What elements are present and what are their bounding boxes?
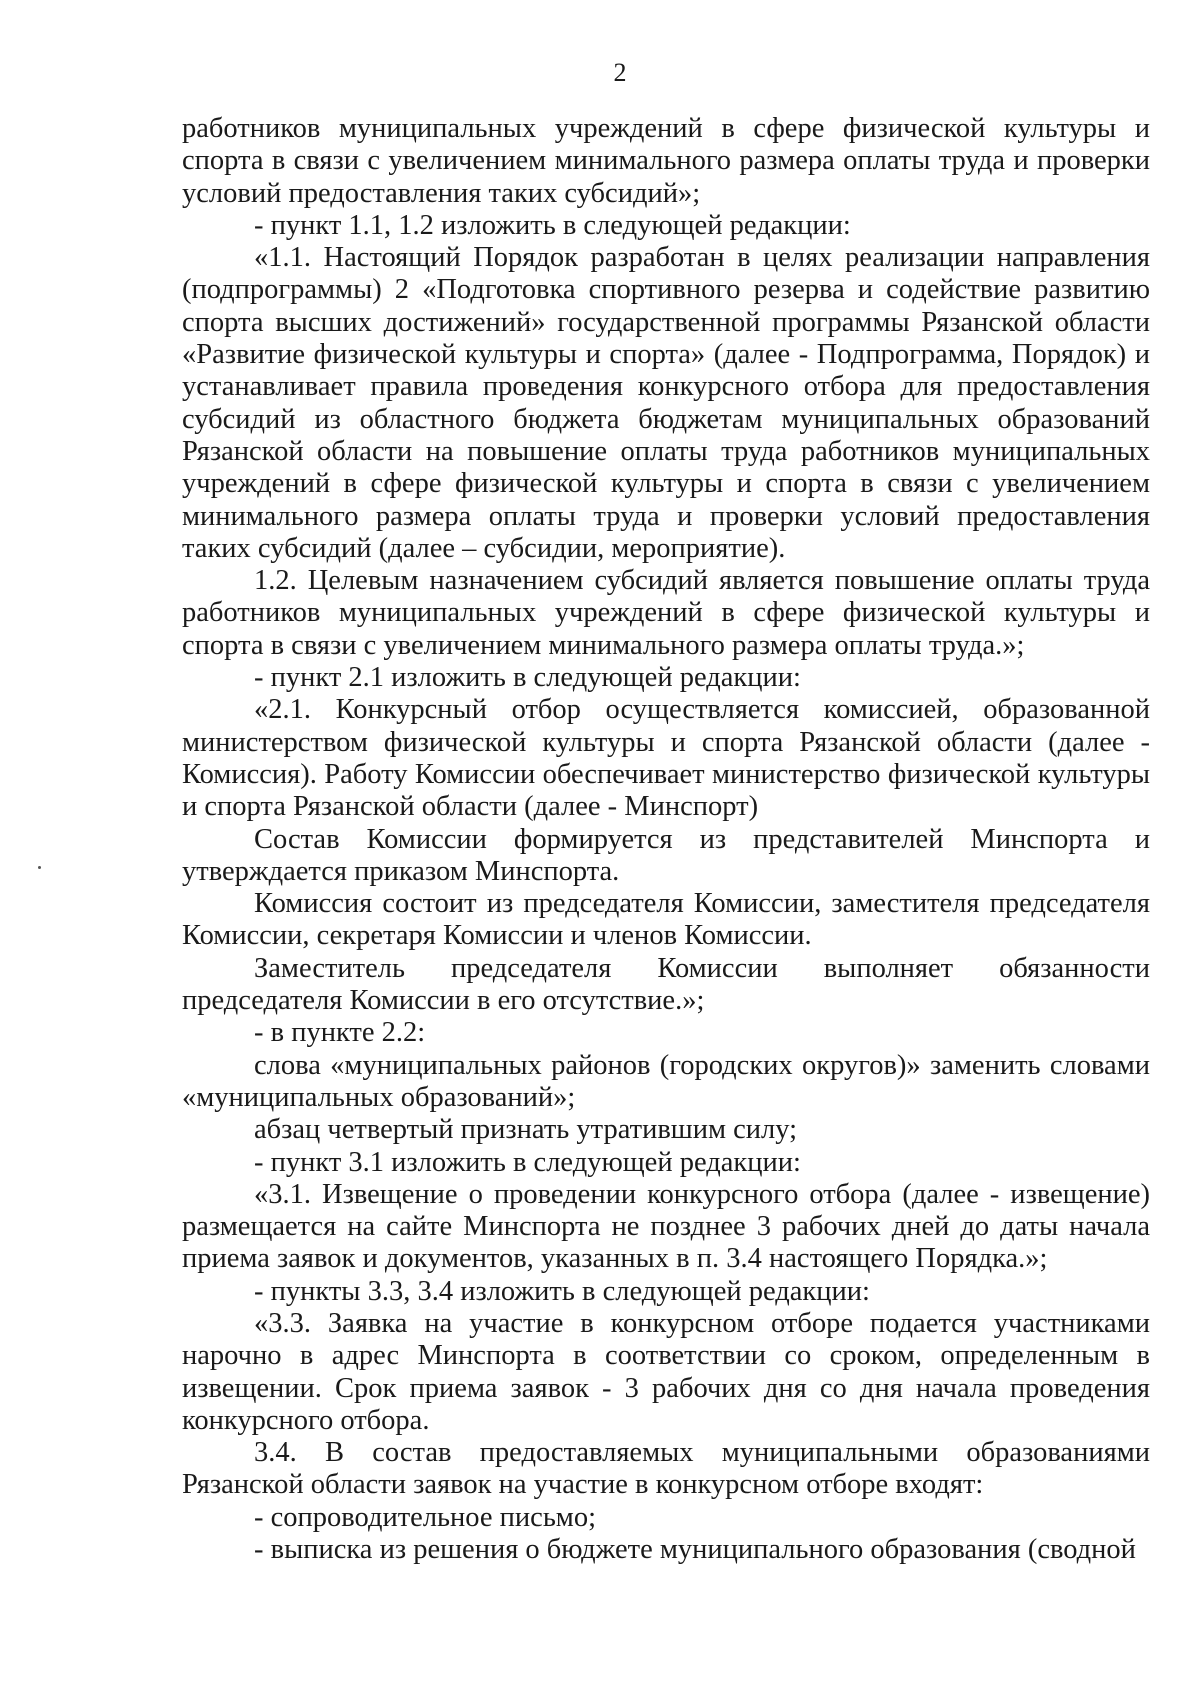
paragraph: - пункт 1.1, 1.2 изложить в следующей редакции: xyxy=(254,209,851,241)
paragraph: - выписка из решения о бюджете муниципального образования (сводной xyxy=(254,1534,1136,1566)
paragraph: 3.4. В состав предоставляемых муниципальными образованиями Рязанской области заявок на участие в конкурсном отборе входят: xyxy=(182,1437,1150,1501)
paragraph: абзац четвертый признать утратившим силу; xyxy=(254,1114,798,1146)
paragraph: - в пункте 2.2: xyxy=(254,1017,426,1049)
paragraph: - пункт 3.1 изложить в следующей редакции: xyxy=(254,1146,801,1178)
paragraph: «3.1. Извещение о проведении конкурсного отбора (далее - извещение) размещается на сайте Минспорта не позднее 3 рабочих дней до даты начала приема заявок и документов, указанных в п. 3.4 настоящего Порядка.»; xyxy=(182,1178,1150,1275)
paragraph: Состав Комиссии формируется из представителей Минспорта и утверждается приказом Минспорта. xyxy=(182,823,1150,887)
paragraph: работников муниципальных учреждений в сфере физической культуры и спорта в связи с увеличением минимального размера оплаты труда и проверки условий предоставления таких субсидий»; xyxy=(182,113,1150,209)
paragraph: - сопроводительное письмо; xyxy=(254,1501,597,1533)
paragraph: «3.3. Заявка на участие в конкурсном отборе подается участниками нарочно в адрес Минспорта в соответствии со сроком, определенным в извещении. Срок приема заявок - 3 рабочих дня со дня начала проведения конкурсного отбора. xyxy=(182,1307,1150,1436)
paragraph: - пункты 3.3, 3.4 изложить в следующей редакции: xyxy=(254,1275,870,1307)
page-number: 2 xyxy=(613,58,627,87)
paragraph: «1.1. Настоящий Порядок разработан в целях реализации направления (подпрограммы) 2 «Подготовка спортивного резерва и содействие развитию спорта высших достижений» государственной программы Рязанской области «Развитие физической культуры и спорта» (далее - Подпрограмма, Порядок) и устанавливает правила проведения конкурсного отбора для предоставления субсидий из областного бюджета бюджетам муниципальных образований Рязанской области на повышение оплаты труда работников муниципальных учреждений в сфере физической культуры и спорта в связи с увеличением минимального размера оплаты труда и проверки условий предоставления таких субсидий (далее – субсидии, мероприятие). xyxy=(182,242,1150,564)
paragraph: Заместитель председателя Комиссии выполняет обязанности председателя Комиссии в его отсутствие.»; xyxy=(182,952,1150,1017)
document-body xyxy=(182,113,1150,1566)
paragraph: слова «муниципальных районов (городских округов)» заменить словами «муниципальных образований»; xyxy=(182,1049,1150,1113)
paragraph: «2.1. Конкурсный отбор осуществляется комиссией, образованной министерством физической культуры и спорта Рязанской области (далее - Комиссия). Работу Комиссии обеспечивает министерство физической культуры и спорта Рязанской области (далее - Минспорт) xyxy=(182,694,1150,823)
scan-speck xyxy=(38,866,41,869)
paragraph: 1.2. Целевым назначением субсидий является повышение оплаты труда работников муниципальных учреждений в сфере физической культуры и спорта в связи с увеличением минимального размера оплаты труда.»; xyxy=(182,565,1150,661)
paragraph: Комиссия состоит из председателя Комиссии, заместителя председателя Комиссии, секретаря Комиссии и членов Комиссии. xyxy=(182,888,1150,952)
paragraph: - пункт 2.1 изложить в следующей редакции: xyxy=(254,662,801,694)
